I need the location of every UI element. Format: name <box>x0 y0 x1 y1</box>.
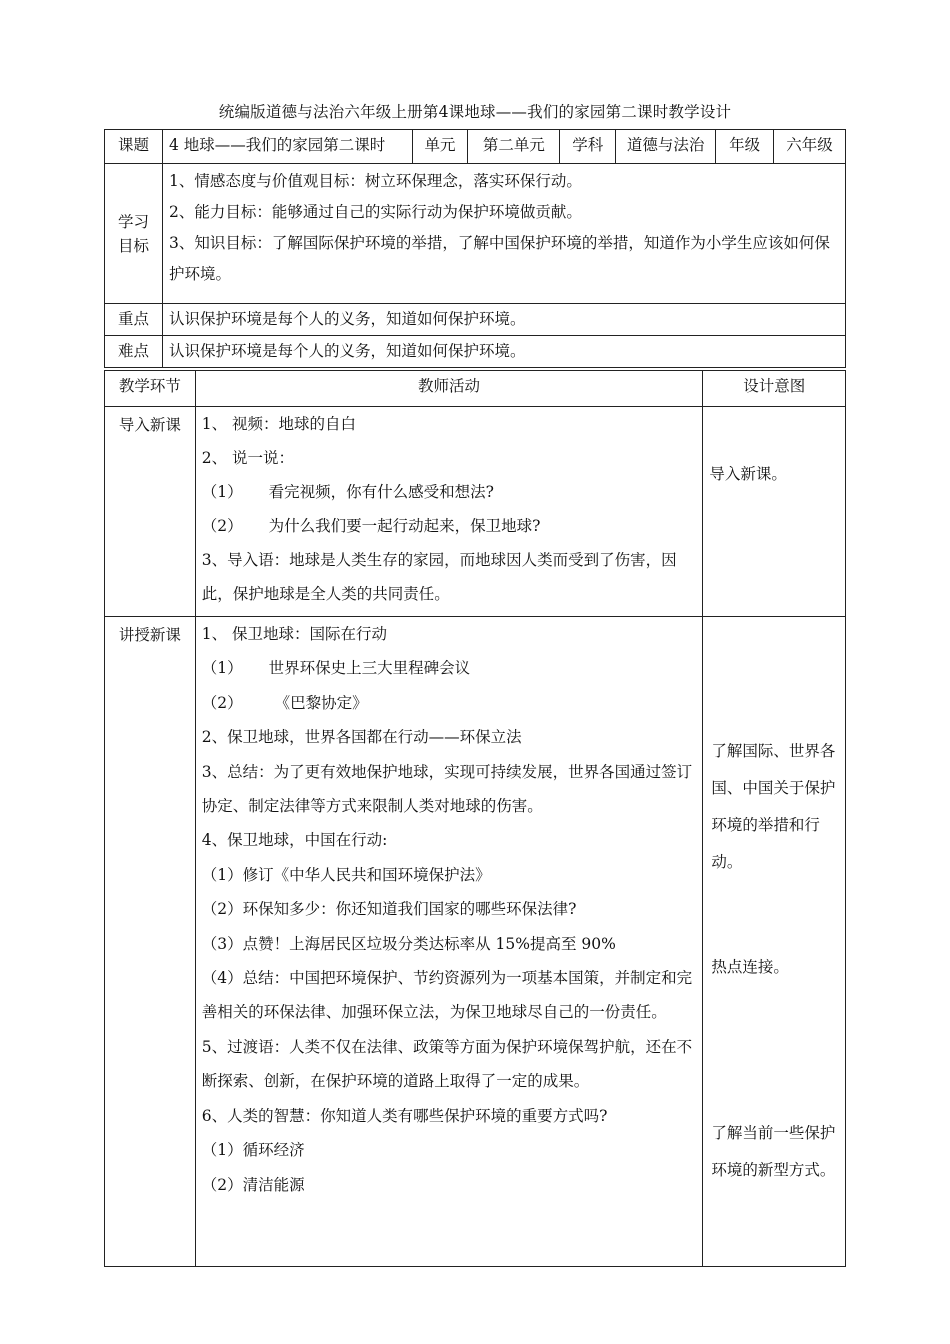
teach-line: 5、过渡语：人类不仅在法律、政策等方面为保护环境保驾护航，还在不断探索、创新，在保护环境的道路上取得了一定的成果。 <box>201 1037 693 1091</box>
teach-stage: 讲授新课 <box>105 617 196 1267</box>
teach-intent-1: 了解国际、世界各国、中国关于保护环境的举措和行动。 <box>711 742 836 871</box>
intro-subtext: 看完视频，你有什么感受和想法? <box>268 483 494 501</box>
teach-line <box>202 686 697 720</box>
grade-label: 年级 <box>716 130 774 164</box>
key-point-label: 重点 <box>105 304 163 336</box>
intro-stage: 导入新课 <box>105 407 196 617</box>
teach-intent-3: 了解当前一些保护环境的新型方式。 <box>711 1124 836 1179</box>
teach-line: （1）修订《中华人民共和国环境保护法》 <box>201 865 491 884</box>
subject-label: 学科 <box>560 130 616 164</box>
intro-line <box>202 509 697 543</box>
unit-label: 单元 <box>412 130 468 164</box>
process-table <box>104 370 846 1267</box>
teach-intent-2: 热点连接。 <box>711 958 789 976</box>
teach-subnum: （1） <box>201 659 243 678</box>
intro-subtext: 为什么我们要一起行动起来，保卫地球? <box>268 517 541 535</box>
intro-line: 1、 视频：地球的自白 <box>201 415 357 433</box>
grade-value: 六年级 <box>774 130 846 164</box>
teach-line <box>202 651 697 685</box>
teach-line: （4）总结：中国把环境保护、节约资源列为一项基本国策，并制定和完善相关的环保法律、加强环保立法，为保卫地球尽自己的一份责任。 <box>201 969 693 1022</box>
teach-line: （1）循环经济 <box>201 1141 305 1160</box>
difficulty-label: 难点 <box>105 336 163 368</box>
goal-item: 1、情感态度与价值观目标：树立环保理念，落实环保行动。 <box>168 172 582 190</box>
unit-value: 第二单元 <box>468 130 560 164</box>
info-table <box>104 129 846 368</box>
teach-subtext: 世界环保史上三大里程碑会议 <box>268 659 471 678</box>
stage-header: 教学环节 <box>105 371 196 407</box>
goals-label <box>105 164 163 304</box>
intro-subnum: （1） <box>201 483 243 501</box>
teach-subnum: （2） <box>201 693 243 712</box>
teach-line: 2、保卫地球，世界各国都在行动——环保立法 <box>201 728 522 747</box>
lesson-label: 课题 <box>105 130 163 164</box>
goal-item: 3、知识目标：了解国际保护环境的举措，了解中国保护环境的举措，知道作为小学生应该如何保护环境。 <box>168 234 830 283</box>
document-title: 统编版道德与法治六年级上册第4课地球——我们的家园第二课时教学设计 <box>218 103 732 121</box>
key-point-text: 认识保护环境是每个人的义务，知道如何保护环境。 <box>162 304 845 336</box>
intent-header: 设计意图 <box>703 371 846 407</box>
goal-item: 2、能力目标：能够通过自己的实际行动为保护环境做贡献。 <box>168 203 582 221</box>
goals-label-line1: 学习 <box>117 212 149 231</box>
intro-line <box>202 475 697 509</box>
intro-line: 2、 说一说： <box>201 449 295 467</box>
teach-line: 1、 保卫地球：国际在行动 <box>201 625 388 643</box>
teach-line: （2）清洁能源 <box>201 1175 305 1194</box>
intro-subnum: （2） <box>201 517 243 535</box>
difficulty-text: 认识保护环境是每个人的义务，知道如何保护环境。 <box>162 336 845 368</box>
goals-label-line2: 目标 <box>117 236 149 255</box>
activity-header: 教师活动 <box>195 371 703 407</box>
teach-intent <box>703 617 846 1267</box>
teach-activity <box>195 617 703 1267</box>
goals-content <box>162 164 845 304</box>
lesson-value: 4 地球——我们的家园第二课时 <box>162 130 412 164</box>
subject-value: 道德与法治 <box>616 130 716 164</box>
intro-activity <box>195 407 703 617</box>
intro-intent: 导入新课。 <box>703 407 846 617</box>
intro-line: 3、导入语：地球是人类生存的家园，而地球因人类而受到了伤害，因此，保护地球是全人类的共同责任。 <box>201 551 677 603</box>
teach-line: 4、保卫地球，中国在行动: <box>201 831 388 850</box>
teach-line: （3）点赞！上海居民区垃圾分类达标率从 15%提高至 90% <box>201 934 616 953</box>
teach-line: （2）环保知多少：你还知道我们国家的哪些环保法律? <box>201 900 577 919</box>
teach-subtext: 《巴黎协定》 <box>274 693 368 712</box>
teach-line: 6、人类的智慧：你知道人类有哪些保护环境的重要方式吗? <box>201 1106 608 1125</box>
teach-line: 3、总结：为了更有效地保护地球，实现可持续发展，世界各国通过签订协定、制定法律等方式来限制人类对地球的伤害。 <box>201 762 693 816</box>
